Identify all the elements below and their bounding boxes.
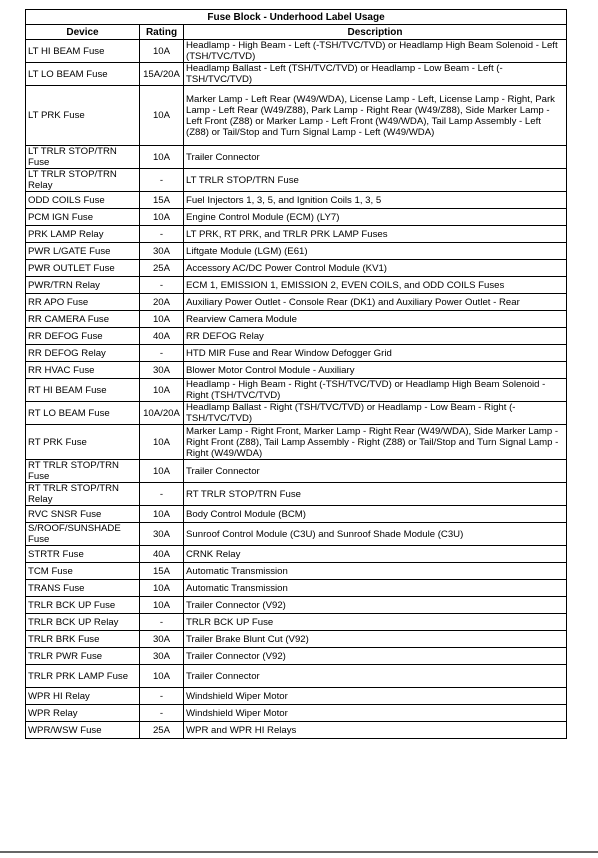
device-cell: RR HVAC Fuse [26, 362, 140, 379]
device-cell: RT TRLR STOP/TRN Fuse [26, 460, 140, 483]
table-row [26, 460, 567, 483]
rating-cell: - [140, 705, 184, 722]
device-cell: ODD COILS Fuse [26, 192, 140, 209]
device-cell: S/ROOF/SUNSHADE Fuse [26, 523, 140, 546]
table-row [26, 580, 567, 597]
description-cell: Trailer Connector [184, 665, 567, 688]
rating-cell: 10A [140, 146, 184, 169]
table-body [26, 40, 567, 739]
table-row [26, 345, 567, 362]
rating-cell: 10A [140, 460, 184, 483]
description-cell: Trailer Connector [184, 460, 567, 483]
rating-cell: 10A [140, 665, 184, 688]
table-row [26, 483, 567, 506]
page-bottom-rule [0, 851, 598, 853]
table-row [26, 169, 567, 192]
rating-cell: 30A [140, 631, 184, 648]
column-header-device: Device [26, 25, 140, 40]
description-cell: Auxiliary Power Outlet - Console Rear (DK1) and Auxiliary Power Outlet - Rear [184, 294, 567, 311]
device-cell: LT PRK Fuse [26, 86, 140, 146]
table-row [26, 192, 567, 209]
description-cell: Trailer Connector (V92) [184, 597, 567, 614]
table-row [26, 277, 567, 294]
device-cell: RT HI BEAM Fuse [26, 379, 140, 402]
device-cell: PWR OUTLET Fuse [26, 260, 140, 277]
table-row [26, 243, 567, 260]
rating-cell: 30A [140, 648, 184, 665]
table-row [26, 563, 567, 580]
table-row [26, 63, 567, 86]
description-cell: Marker Lamp - Right Front, Marker Lamp - Right Rear (W49/WDA), Side Marker Lamp - Right Front (Z88), Tail Lamp Assembly - Right (Z88) or Tail/Stop and Turn Signal Lamp - Right (W49/WDA) [184, 425, 567, 460]
rating-cell: 10A/20A [140, 402, 184, 425]
rating-cell: 15A [140, 192, 184, 209]
table-row [26, 506, 567, 523]
rating-cell: 15A [140, 563, 184, 580]
table-row [26, 665, 567, 688]
device-cell: PCM IGN Fuse [26, 209, 140, 226]
table-row [26, 328, 567, 345]
description-cell: Fuel Injectors 1, 3, 5, and Ignition Coils 1, 3, 5 [184, 192, 567, 209]
description-cell: Rearview Camera Module [184, 311, 567, 328]
description-cell: Liftgate Module (LGM) (E61) [184, 243, 567, 260]
rating-cell: - [140, 226, 184, 243]
description-cell: LT PRK, RT PRK, and TRLR PRK LAMP Fuses [184, 226, 567, 243]
description-cell: Accessory AC/DC Power Control Module (KV1) [184, 260, 567, 277]
rating-cell: 10A [140, 86, 184, 146]
table-row [26, 226, 567, 243]
description-cell: Engine Control Module (ECM) (LY7) [184, 209, 567, 226]
rating-cell: 30A [140, 362, 184, 379]
device-cell: RR APO Fuse [26, 294, 140, 311]
description-cell: Sunroof Control Module (C3U) and Sunroof Shade Module (C3U) [184, 523, 567, 546]
table-row [26, 597, 567, 614]
device-cell: RR DEFOG Relay [26, 345, 140, 362]
rating-cell: 20A [140, 294, 184, 311]
rating-cell: 10A [140, 379, 184, 402]
rating-cell: - [140, 345, 184, 362]
device-cell: WPR/WSW Fuse [26, 722, 140, 739]
table-row [26, 311, 567, 328]
table-row [26, 379, 567, 402]
device-cell: PRK LAMP Relay [26, 226, 140, 243]
table-header-row [26, 25, 567, 40]
device-cell: RR CAMERA Fuse [26, 311, 140, 328]
table-row [26, 294, 567, 311]
device-cell: RVC SNSR Fuse [26, 506, 140, 523]
table-row [26, 260, 567, 277]
table-row [26, 705, 567, 722]
fuse-usage-table [25, 9, 567, 739]
device-cell: PWR/TRN Relay [26, 277, 140, 294]
description-cell: Trailer Brake Blunt Cut (V92) [184, 631, 567, 648]
rating-cell: 40A [140, 328, 184, 345]
device-cell: RT LO BEAM Fuse [26, 402, 140, 425]
device-cell: WPR Relay [26, 705, 140, 722]
description-cell: Trailer Connector [184, 146, 567, 169]
device-cell: TRLR BCK UP Relay [26, 614, 140, 631]
table-row [26, 722, 567, 739]
rating-cell: 10A [140, 597, 184, 614]
rating-cell: 10A [140, 209, 184, 226]
rating-cell: 15A/20A [140, 63, 184, 86]
description-cell: Windshield Wiper Motor [184, 688, 567, 705]
rating-cell: - [140, 688, 184, 705]
description-cell: WPR and WPR HI Relays [184, 722, 567, 739]
rating-cell: - [140, 483, 184, 506]
device-cell: WPR HI Relay [26, 688, 140, 705]
table-row [26, 546, 567, 563]
rating-cell: 10A [140, 311, 184, 328]
description-cell: ECM 1, EMISSION 1, EMISSION 2, EVEN COILS, and ODD COILS Fuses [184, 277, 567, 294]
table-row [26, 425, 567, 460]
rating-cell: 30A [140, 523, 184, 546]
description-cell: CRNK Relay [184, 546, 567, 563]
table-row [26, 631, 567, 648]
rating-cell: 30A [140, 243, 184, 260]
rating-cell: 10A [140, 580, 184, 597]
table-row [26, 402, 567, 425]
table-title-row [26, 10, 567, 25]
device-cell: STRTR Fuse [26, 546, 140, 563]
rating-cell: - [140, 614, 184, 631]
device-cell: RT PRK Fuse [26, 425, 140, 460]
description-cell: HTD MIR Fuse and Rear Window Defogger Grid [184, 345, 567, 362]
description-cell: Headlamp - High Beam - Right (-TSH/TVC/TVD) or Headlamp High Beam Solenoid - Right (TSH/TVC/TVD) [184, 379, 567, 402]
description-cell: Blower Motor Control Module - Auxiliary [184, 362, 567, 379]
device-cell: TRANS Fuse [26, 580, 140, 597]
description-cell: Body Control Module (BCM) [184, 506, 567, 523]
description-cell: Windshield Wiper Motor [184, 705, 567, 722]
table-row [26, 523, 567, 546]
device-cell: TRLR BRK Fuse [26, 631, 140, 648]
device-cell: PWR L/GATE Fuse [26, 243, 140, 260]
device-cell: RT TRLR STOP/TRN Relay [26, 483, 140, 506]
table-row [26, 86, 567, 146]
table-row [26, 362, 567, 379]
rating-cell: 10A [140, 506, 184, 523]
table-row [26, 648, 567, 665]
description-cell: LT TRLR STOP/TRN Fuse [184, 169, 567, 192]
table-row [26, 614, 567, 631]
rating-cell: 25A [140, 722, 184, 739]
rating-cell: - [140, 277, 184, 294]
device-cell: LT TRLR STOP/TRN Fuse [26, 146, 140, 169]
description-cell: Headlamp - High Beam - Left (-TSH/TVC/TVD) or Headlamp High Beam Solenoid - Left (TSH/TVC/TVD) [184, 40, 567, 63]
device-cell: LT HI BEAM Fuse [26, 40, 140, 63]
column-header-rating: Rating [140, 25, 184, 40]
table-title: Fuse Block - Underhood Label Usage [26, 10, 567, 25]
column-header-description: Description [184, 25, 567, 40]
device-cell: LT TRLR STOP/TRN Relay [26, 169, 140, 192]
description-cell: RR DEFOG Relay [184, 328, 567, 345]
description-cell: Trailer Connector (V92) [184, 648, 567, 665]
device-cell: TRLR PRK LAMP Fuse [26, 665, 140, 688]
device-cell: TRLR BCK UP Fuse [26, 597, 140, 614]
table-row [26, 146, 567, 169]
description-cell: Headlamp Ballast - Right (TSH/TVC/TVD) or Headlamp - Low Beam - Right (-TSH/TVC/TVD) [184, 402, 567, 425]
description-cell: RT TRLR STOP/TRN Fuse [184, 483, 567, 506]
device-cell: RR DEFOG Fuse [26, 328, 140, 345]
table-row [26, 209, 567, 226]
description-cell: Headlamp Ballast - Left (TSH/TVC/TVD) or Headlamp - Low Beam - Left (-TSH/TVC/TVD) [184, 63, 567, 86]
description-cell: TRLR BCK UP Fuse [184, 614, 567, 631]
table-row [26, 40, 567, 63]
rating-cell: 10A [140, 425, 184, 460]
table-row [26, 688, 567, 705]
description-cell: Automatic Transmission [184, 580, 567, 597]
rating-cell: 40A [140, 546, 184, 563]
device-cell: TRLR PWR Fuse [26, 648, 140, 665]
description-cell: Automatic Transmission [184, 563, 567, 580]
device-cell: TCM Fuse [26, 563, 140, 580]
rating-cell: 10A [140, 40, 184, 63]
rating-cell: - [140, 169, 184, 192]
device-cell: LT LO BEAM Fuse [26, 63, 140, 86]
description-cell: Marker Lamp - Left Rear (W49/WDA), License Lamp - Left, License Lamp - Right, Park Lamp - Left Rear (W49/Z88), Park Lamp - Right Rear (W49/Z88), Side Marker Lamp - Left Front (Z88) or Marker Lamp - Left Front (W49/WDA), Tail Lamp Assembly - Left (Z88) or Tail/Stop and Turn Signal Lamp - Left (W49/WDA) [184, 86, 567, 146]
rating-cell: 25A [140, 260, 184, 277]
